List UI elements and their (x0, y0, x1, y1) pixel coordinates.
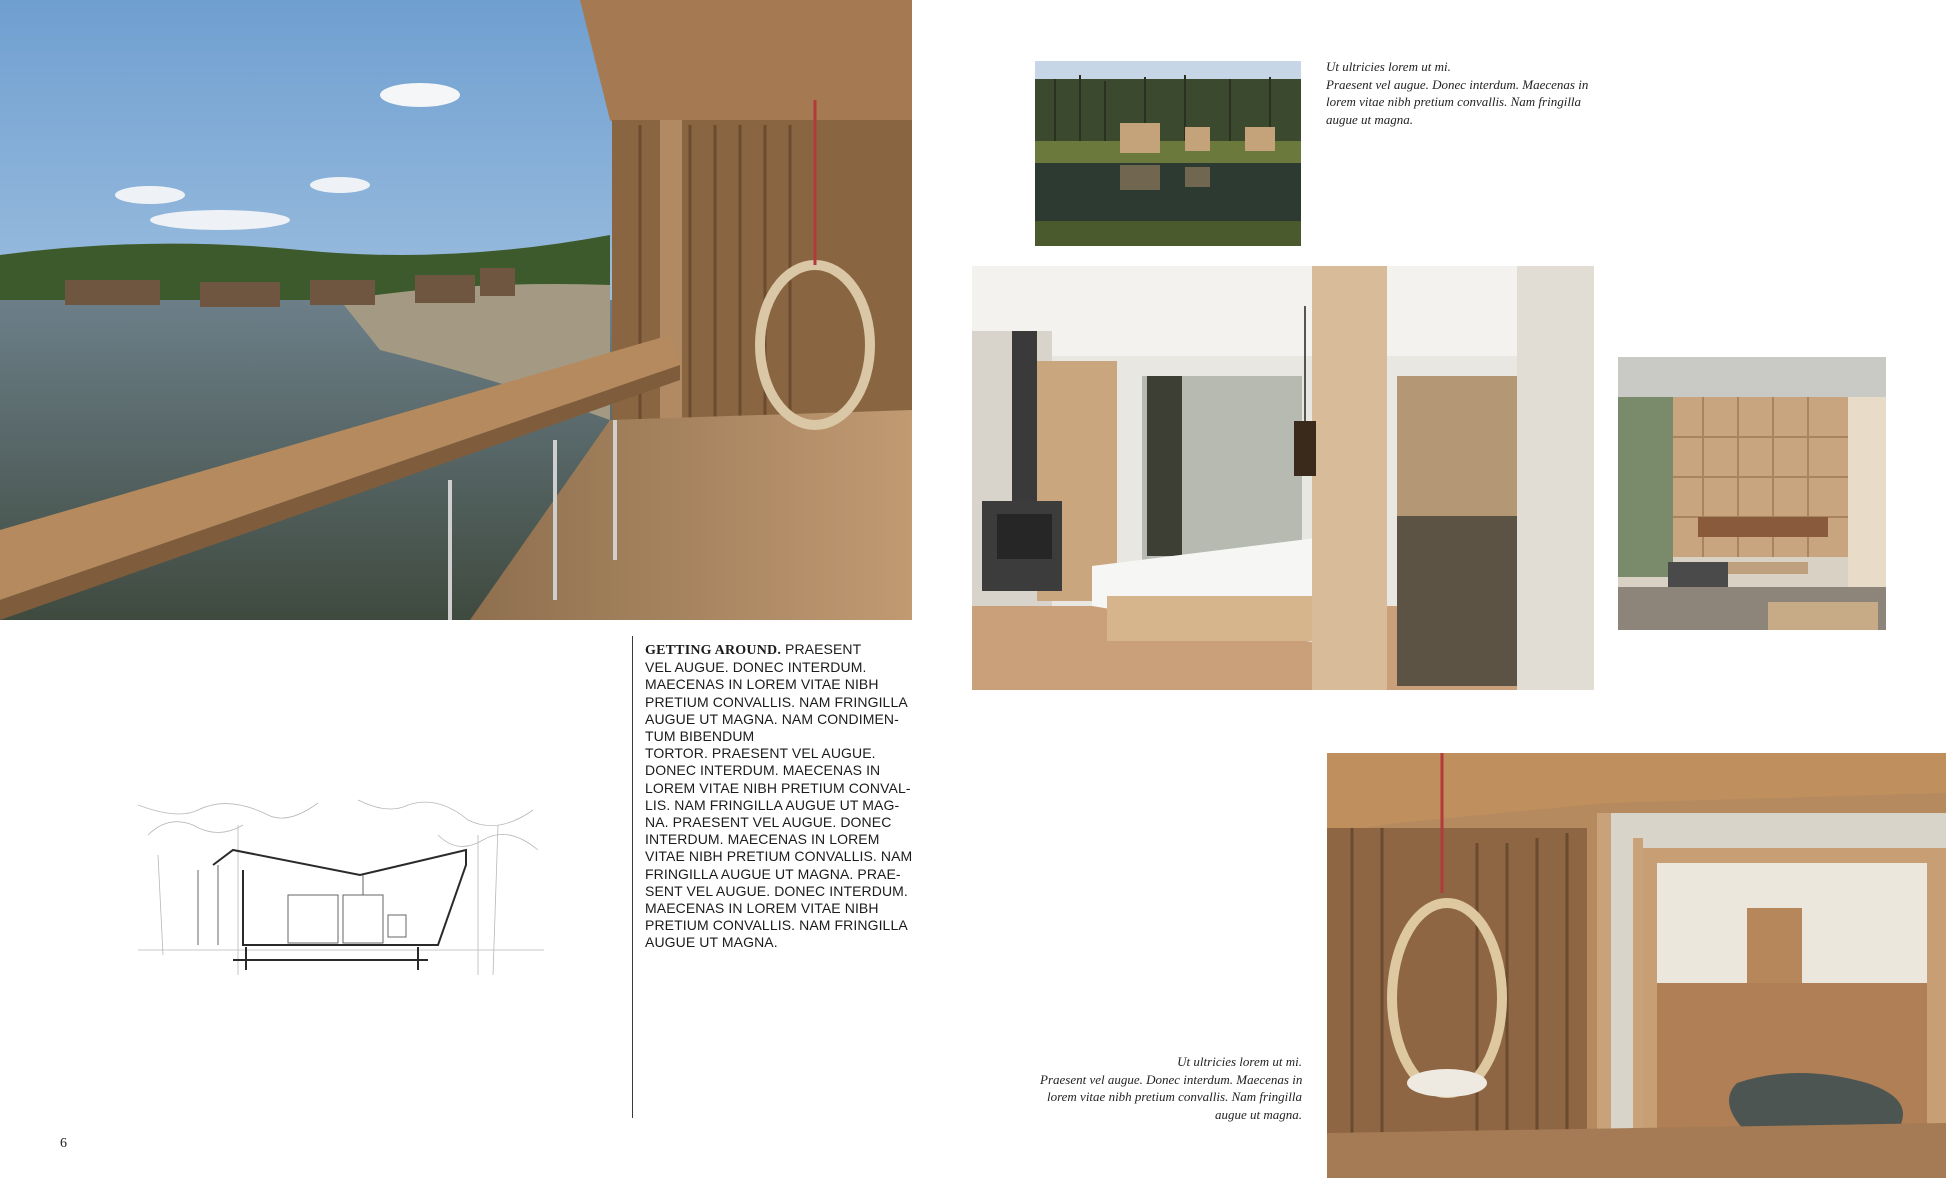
caption-line: augue ut magna. (1326, 111, 1414, 127)
body-line (645, 641, 915, 659)
body-line: AUGUE UT MAGNA. (645, 934, 778, 951)
body-line: SENT VEL AUGUE. DONEC INTERDUM. (645, 882, 908, 899)
body-line: MAECENAS IN LOREM VITAE NIBH (645, 676, 879, 693)
body-line: TUM BIBENDUM (645, 728, 755, 745)
bedroom-photo (972, 266, 1594, 690)
body-line: LIS. NAM FRINGILLA AUGUE UT MAG- (645, 796, 900, 813)
body-line: PRETIUM CONVALLIS. NAM FRINGILLA (645, 693, 908, 710)
lake-balcony-photo (0, 0, 912, 620)
body-line: NA. PRAESENT VEL AUGUE. DONEC (645, 814, 892, 831)
caption-line: lorem vitae nibh pretium convallis. Nam fringilla (1326, 94, 1582, 109)
caption-line: Praesent vel augue. Donec interdum. Maecenas in (1040, 1071, 1303, 1087)
body-lead: GETTING AROUND. (645, 643, 782, 658)
body-line: INTERDUM. MAECENAS IN LOREM (645, 831, 880, 848)
column-divider (632, 636, 633, 1118)
body-line: DONEC INTERDUM. MAECENAS IN (645, 762, 881, 779)
body-text (645, 641, 915, 952)
body-line: MAECENAS IN LOREM VITAE NIBH (645, 900, 879, 917)
body-line: PRETIUM CONVALLIS. NAM FRINGILLA (645, 917, 908, 934)
body-line: TORTOR. PRAESENT VEL AUGUE. (645, 745, 876, 762)
caption-line: Ut ultricies lorem ut mi. (1326, 59, 1451, 74)
cabin-section-drawing (138, 795, 544, 975)
caption-bottom (1040, 1053, 1302, 1123)
caption-line: Ut ultricies lorem ut mi. (1177, 1054, 1302, 1069)
body-line-text: PRAESENT (781, 641, 862, 657)
page-number: 6 (60, 1136, 67, 1151)
terrace-chair-photo (1327, 753, 1946, 1178)
body-line: VITAE NIBH PRETIUM CONVALLIS. NAM (645, 848, 913, 865)
caption-line: Praesent vel augue. Donec interdum. Maecenas in (1326, 76, 1589, 92)
caption-line: augue ut magna. (1214, 1106, 1302, 1122)
body-line: VEL AUGUE. DONEC INTERDUM. (645, 659, 867, 676)
body-line: FRINGILLA AUGUE UT MAGNA. PRAE- (645, 865, 901, 882)
cabins-reflection-photo (1035, 61, 1301, 246)
caption-top (1326, 58, 1588, 128)
body-line: AUGUE UT MAGNA. NAM CONDIMEN- (645, 710, 899, 727)
caption-line: lorem vitae nibh pretium convallis. Nam fringilla (1046, 1089, 1302, 1104)
body-line: LOREM VITAE NIBH PRETIUM CONVAL- (645, 779, 911, 796)
kitchen-photo (1618, 357, 1886, 630)
